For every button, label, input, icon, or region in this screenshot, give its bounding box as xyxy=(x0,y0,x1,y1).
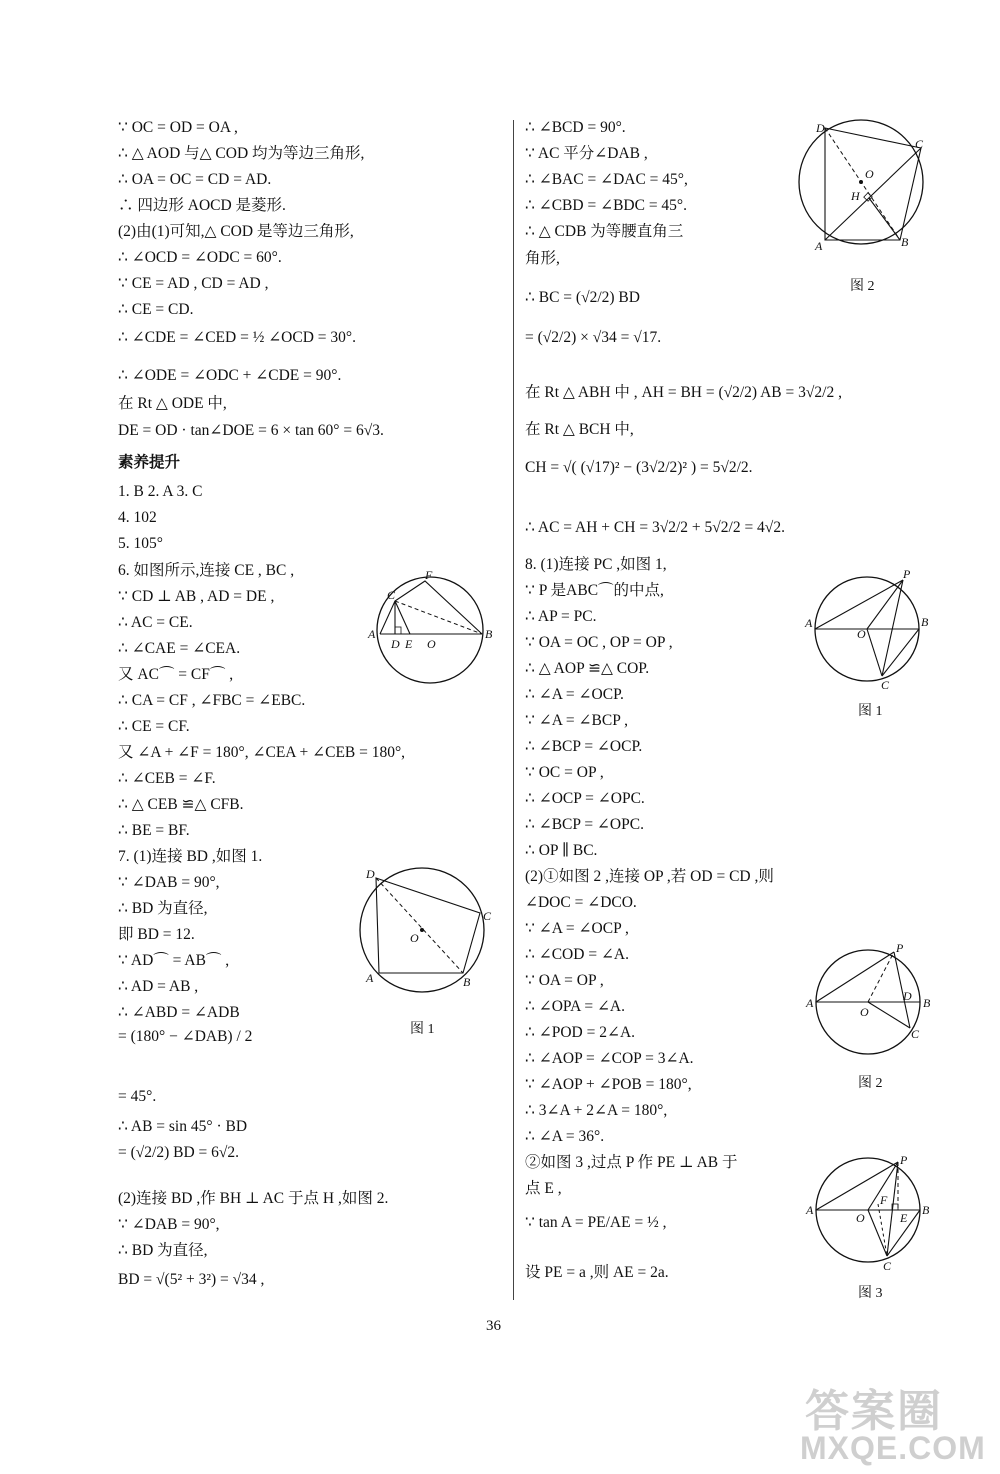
text-line: ∴ AC = AH + CH = 3√2/2 + 5√2/2 = 4√2. xyxy=(525,519,785,536)
text-line: ∴ ∠CAE = ∠CEA. xyxy=(118,640,241,657)
text-line: ∴ BD 为直径, xyxy=(118,900,208,917)
text-line: = (180° − ∠DAB) / 2 xyxy=(118,1028,253,1045)
text-line: ∴ ∠BCP = ∠OPC. xyxy=(525,816,644,833)
text-line: ∴ △ CDB 为等腰直角三 xyxy=(525,223,684,240)
text-line: ∴ CE = CD. xyxy=(118,301,194,318)
text-line: ∴ ∠COD = ∠A. xyxy=(525,946,629,963)
label: E xyxy=(405,637,413,651)
text-line: 5. 105° xyxy=(118,535,163,552)
label: C xyxy=(911,1027,920,1041)
text-line: 又 AC⌒ = CF⌒ , xyxy=(118,666,234,683)
text-line: 7. (1)连接 BD ,如图 1. xyxy=(118,848,263,865)
text-line: 素养提升 xyxy=(118,454,181,471)
column-divider xyxy=(513,120,514,1300)
text-line: 1. B 2. A 3. C xyxy=(118,483,203,500)
text-line: ∴ ∠BAC = ∠DAC = 45°, xyxy=(525,171,688,188)
text-line: ∴ △ CEB ≌△ CFB. xyxy=(118,796,244,813)
text-line: ∴ ∠CDE = ∠CED = ½ ∠OCD = 30°. xyxy=(118,329,356,346)
text-line: ∴ ∠ABD = ∠ADB xyxy=(118,1004,240,1021)
figure-caption: 图 3 xyxy=(858,1286,883,1301)
text-line: ∵ tan A = PE/AE = ½ , xyxy=(525,1214,667,1231)
text-line: ∴ △ AOP ≌△ COP. xyxy=(525,660,650,677)
text-line: ∵ CD ⊥ AB , AD = DE , xyxy=(118,588,275,605)
label: B xyxy=(923,996,931,1010)
text-line: ∴ OA = OC = CD = AD. xyxy=(118,171,272,188)
text-line: ∴ ∠POD = 2∠A. xyxy=(525,1024,636,1041)
text-line: ∴ BC = (√2/2) BD xyxy=(525,289,640,306)
label: P xyxy=(903,567,911,581)
text-line: (2)连接 BD ,作 BH ⊥ AC 于点 H ,如图 2. xyxy=(118,1190,389,1207)
text-line: DE = OD · tan∠DOE = 6 × tan 60° = 6√3. xyxy=(118,422,384,439)
text-line: ∵ CE = AD , CD = AD , xyxy=(118,275,269,292)
label: C xyxy=(387,588,396,602)
text-line: ∠DOC = ∠DCO. xyxy=(525,894,637,911)
label: P xyxy=(896,941,904,955)
text-line: ∵ ∠DAB = 90°, xyxy=(118,1216,220,1233)
text-line: ∴ ∠CBD = ∠BDC = 45°. xyxy=(525,197,688,214)
text-line: ∵ OC = OP , xyxy=(525,764,604,781)
text-line: ∴ ∠ODE = ∠ODC + ∠CDE = 90°. xyxy=(118,367,342,384)
label: O xyxy=(860,1005,869,1019)
figure-q8-2 xyxy=(806,941,940,1067)
text-line: = 45°. xyxy=(118,1088,157,1105)
text-line: ∴ AB = sin 45° · BD xyxy=(118,1118,248,1135)
label: B xyxy=(901,235,909,249)
label: B xyxy=(921,615,929,629)
text-line: 角形, xyxy=(525,250,560,267)
label: A xyxy=(806,1203,814,1217)
text-line: ∴ ∠BCP = ∠OCP. xyxy=(525,738,643,755)
text-line: ∴ CA = CF , ∠FBC = ∠EBC. xyxy=(118,692,306,709)
figure-caption: 图 2 xyxy=(850,279,875,294)
text-line: (2)由(1)可知,△ COD 是等边三角形, xyxy=(118,223,354,240)
text-line: 8. (1)连接 PC ,如图 1, xyxy=(525,556,667,573)
label: O xyxy=(865,167,874,181)
label: A xyxy=(366,971,374,985)
text-line: 设 PE = a ,则 AE = 2a. xyxy=(525,1264,669,1281)
text-line: = (√2/2) BD = 6√2. xyxy=(118,1144,240,1161)
text-line: ∵ AC 平分∠DAB , xyxy=(525,145,648,162)
text-line: (2)①如图 2 ,连接 OP ,若 OD = CD ,则 xyxy=(525,868,774,885)
label: O xyxy=(427,637,436,651)
figure-q6 xyxy=(365,568,495,693)
label: O xyxy=(857,627,866,641)
text-line: ∴ ∠BCD = 90°. xyxy=(525,119,626,136)
label: D xyxy=(903,989,912,1003)
text-line: 6. 如图所示,连接 CE , BC , xyxy=(118,562,295,579)
text-line: ∴ ∠A = 36°. xyxy=(525,1128,605,1145)
text-line: ∴ ∠OCP = ∠OPC. xyxy=(525,790,645,807)
text-line: ∴ CE = CF. xyxy=(118,718,190,735)
watermark-url: MXQE.COM xyxy=(800,1430,986,1466)
text-line: ∴ △ AOD 与△ COD 均为等边三角形, xyxy=(118,145,365,162)
text-line: 在 Rt △ ABH 中 , AH = BH = (√2/2) AB = 3√2/2 , xyxy=(525,384,842,401)
label: B xyxy=(922,1203,930,1217)
text-line: ∴ AP = PC. xyxy=(525,608,597,625)
text-line: ∵ OA = OP , xyxy=(525,972,604,989)
figure-caption: 图 1 xyxy=(858,704,883,719)
label: P xyxy=(900,1153,908,1167)
label: E xyxy=(900,1211,908,1225)
label: C xyxy=(883,1259,892,1273)
text-line: ∴ ∠A = ∠OCP. xyxy=(525,686,624,703)
figure-q8-3 xyxy=(806,1152,942,1277)
label: B xyxy=(463,975,471,989)
text-line: ∴ ∠AOP = ∠COP = 3∠A. xyxy=(525,1050,694,1067)
text-line: 在 Rt △ ODE 中, xyxy=(118,395,227,412)
text-line: ∴ AC = CE. xyxy=(118,614,193,631)
label: D xyxy=(366,867,375,881)
text-line: ∵ OA = OC , OP = OP , xyxy=(525,634,673,651)
label: F xyxy=(425,568,433,582)
text-line: ②如图 3 ,过点 P 作 PE ⊥ AB 于 xyxy=(525,1154,738,1171)
text-line: ∴ BE = BF. xyxy=(118,822,190,839)
label: A xyxy=(815,239,823,253)
label: D xyxy=(391,637,400,651)
figure-caption: 图 1 xyxy=(410,1022,435,1037)
text-line: ∵ AD⌒ = AB⌒ , xyxy=(118,952,230,969)
label: B xyxy=(485,627,493,641)
text-line: ∴ AD = AB , xyxy=(118,978,199,995)
text-line: ∵ ∠DAB = 90°, xyxy=(118,874,220,891)
text-line: ∴ ∠OPA = ∠A. xyxy=(525,998,626,1015)
page-number: 36 xyxy=(486,1318,501,1334)
text-line: 点 E , xyxy=(525,1180,562,1197)
text-line: = (√2/2) × √34 = √17. xyxy=(525,329,662,346)
figure-caption: 图 2 xyxy=(858,1076,883,1091)
label: O xyxy=(410,931,419,945)
text-line: ∴ ∠OCD = ∠ODC = 60°. xyxy=(118,249,282,266)
text-line: ∵ OC = OD = OA , xyxy=(118,119,238,136)
figure-q7-1 xyxy=(352,862,502,997)
text-line: 在 Rt △ BCH 中, xyxy=(525,421,634,438)
label: C xyxy=(915,137,924,151)
text-line: ∴ ∠CEB = ∠F. xyxy=(118,770,216,787)
figure-q8-1 xyxy=(807,568,937,693)
label: D xyxy=(816,121,825,135)
text-line: ∵ P 是ABC⌒的中点, xyxy=(525,582,664,599)
text-line: ∵ ∠A = ∠OCP , xyxy=(525,920,629,937)
text-line: 4. 102 xyxy=(118,509,157,526)
label: C xyxy=(881,678,890,692)
figure-q7-2 xyxy=(795,118,935,253)
text-line: ∴ 3∠A + 2∠A = 180°, xyxy=(525,1102,668,1119)
text-line: ∴ 四边形 AOCD 是菱形. xyxy=(118,197,286,214)
label: C xyxy=(483,909,492,923)
text-line: ∵ ∠AOP + ∠POB = 180°, xyxy=(525,1076,692,1093)
label: F xyxy=(880,1193,888,1207)
watermark-logo: 答案圈 xyxy=(805,1387,943,1436)
label: A xyxy=(806,996,814,1010)
label: A xyxy=(368,627,376,641)
label: O xyxy=(856,1211,865,1225)
text-line: 即 BD = 12. xyxy=(118,926,195,943)
label: H xyxy=(851,189,860,203)
text-line: ∴ BD 为直径, xyxy=(118,1242,208,1259)
label: A xyxy=(805,616,813,630)
text-line: CH = √( (√17)² − (3√2/2)² ) = 5√2/2. xyxy=(525,459,753,476)
text-line: ∵ ∠A = ∠BCP , xyxy=(525,712,629,729)
text-line: ∴ OP ∥ BC. xyxy=(525,842,598,859)
text-line: 又 ∠A + ∠F = 180°, ∠CEA + ∠CEB = 180°, xyxy=(118,744,406,761)
text-line: BD = √(5² + 3²) = √34 , xyxy=(118,1271,265,1288)
